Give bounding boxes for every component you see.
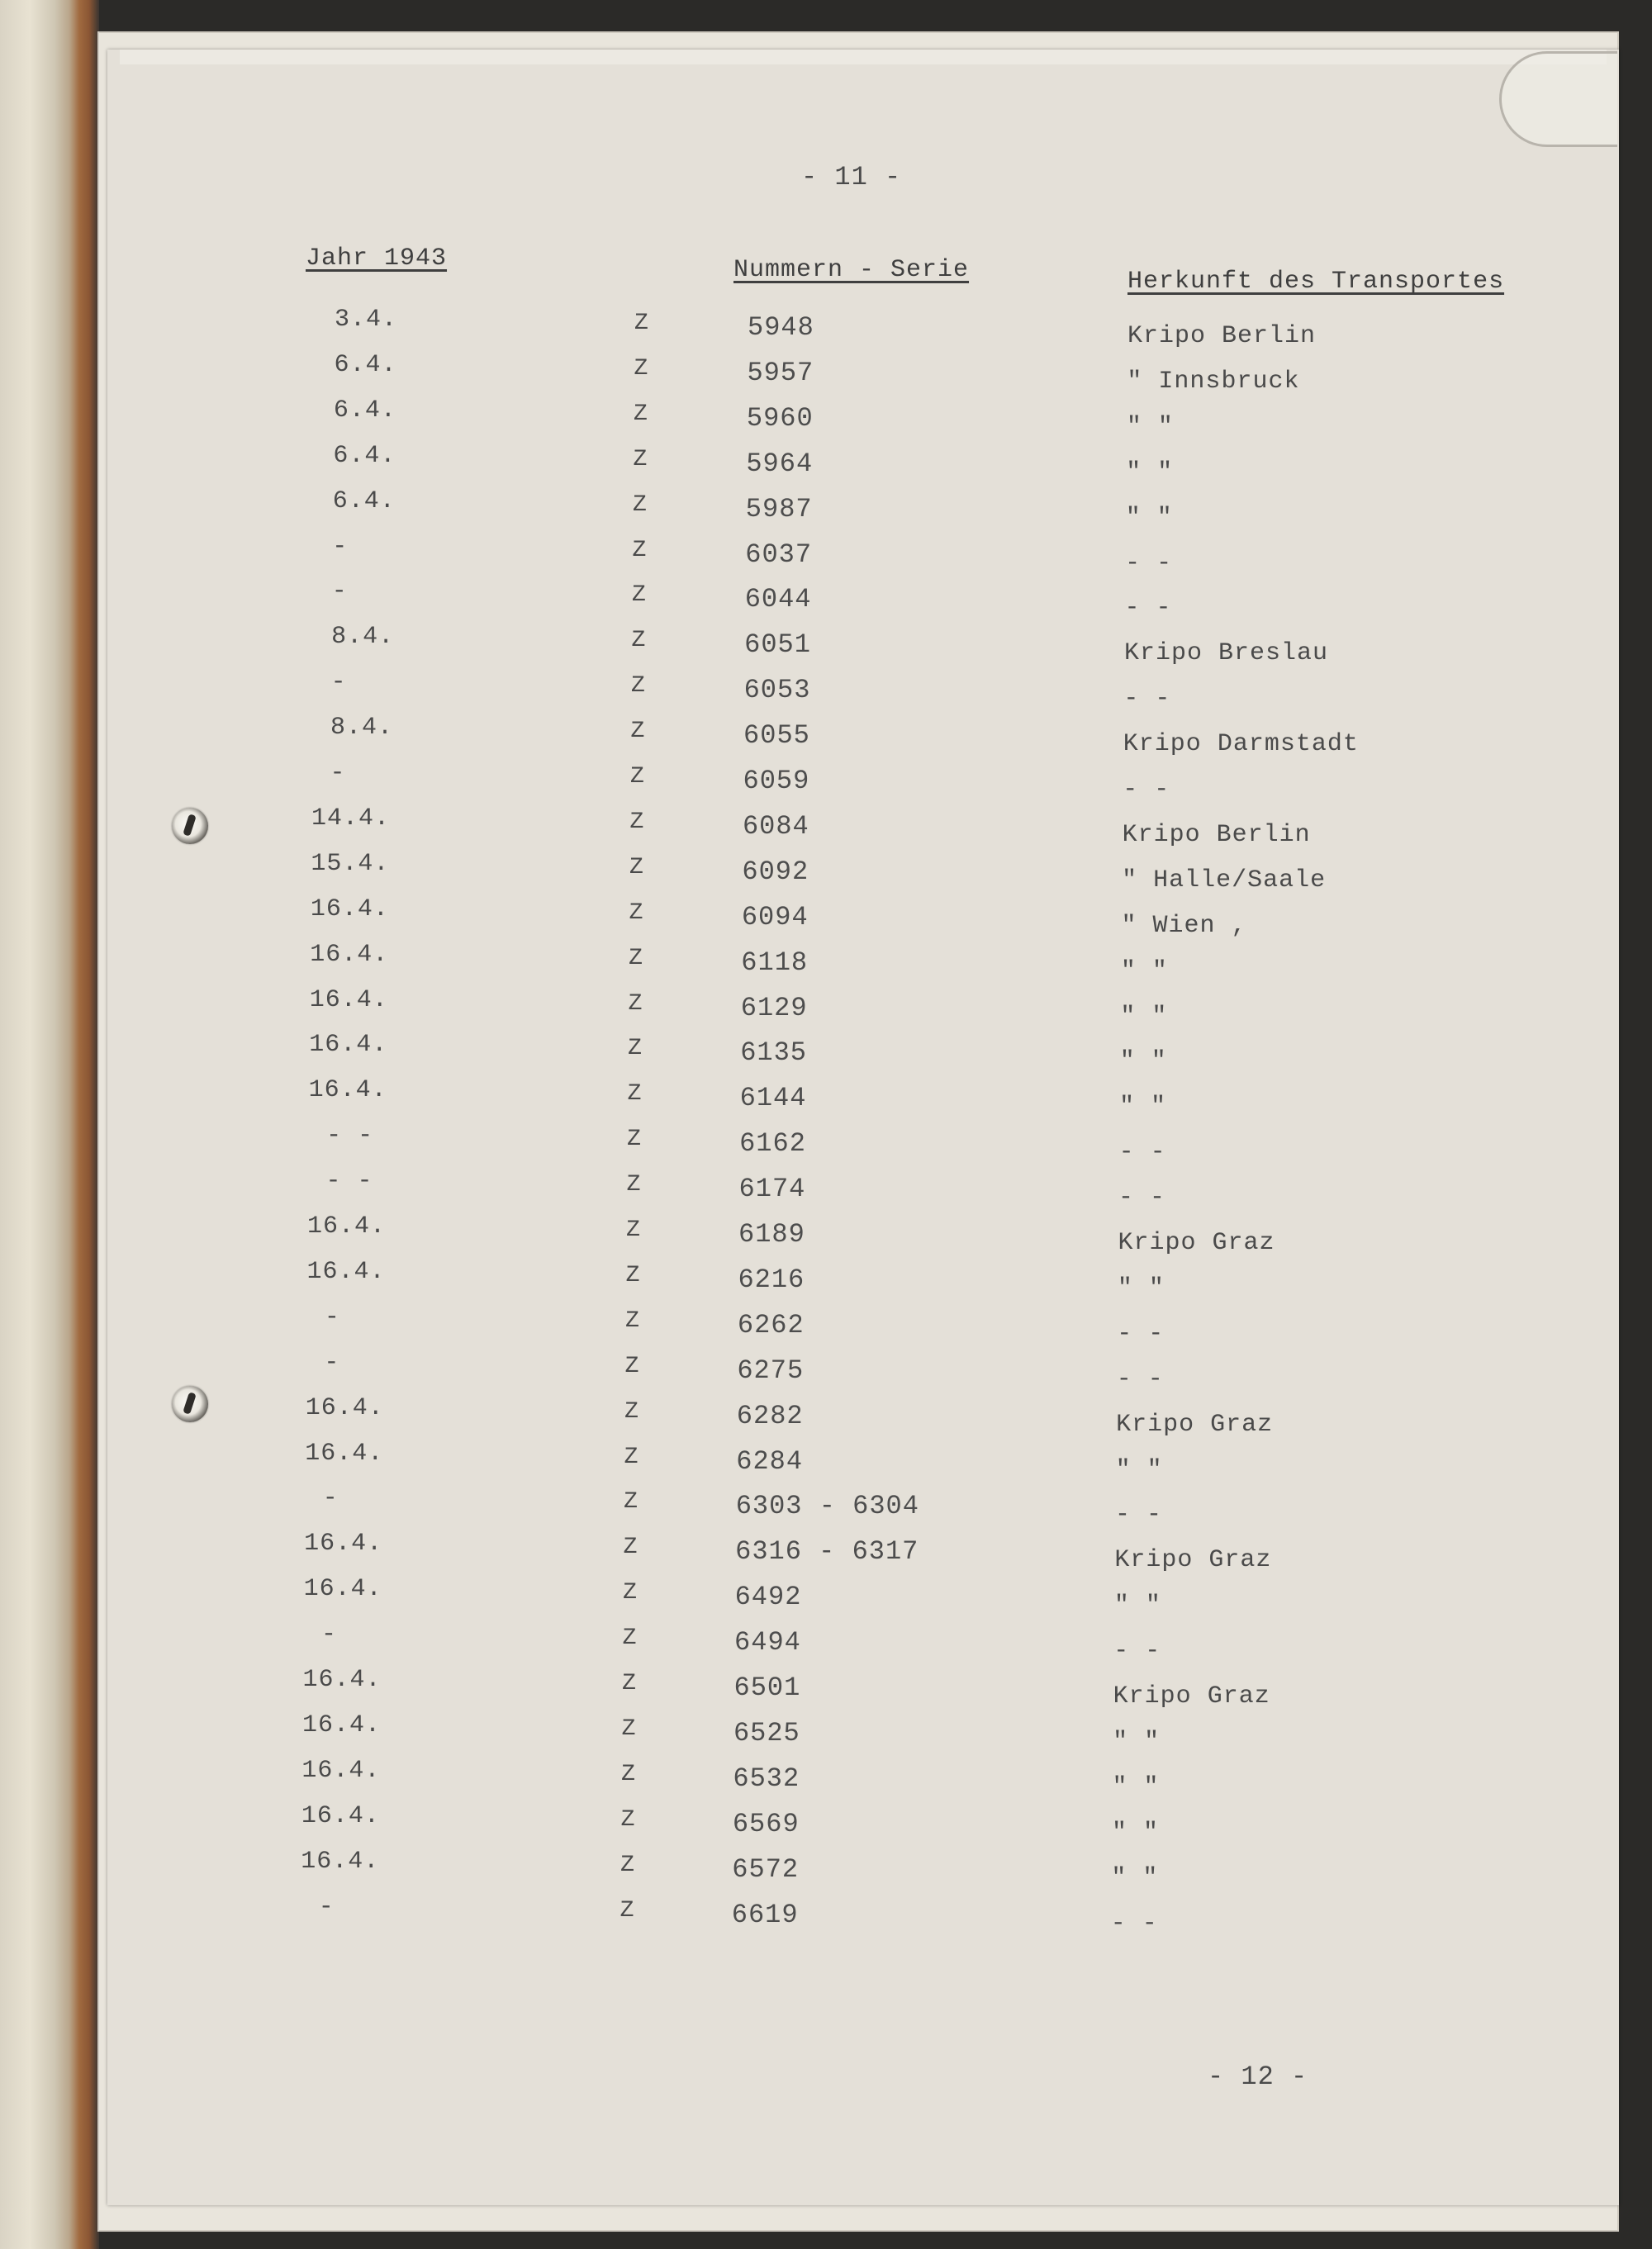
row-date: 6.4. [333,441,396,470]
row-prefix: Z [620,1806,636,1833]
row-prefix: Z [622,1625,638,1652]
row-origin: " " [1119,1047,1167,1076]
header-series: Nummern - Serie [733,256,970,284]
row-date: - [324,1348,340,1377]
row-date: 16.4. [304,1530,383,1559]
row-number: 6092 [742,856,809,887]
row-number: 6053 [743,675,811,706]
row-origin: " " [1125,503,1173,532]
row-prefix: Z [621,1715,637,1742]
row-prefix: Z [632,537,648,563]
row-date: - [321,1620,338,1649]
row-number: 6216 [738,1264,805,1295]
row-number: 6501 [733,1673,801,1703]
row-origin: Kripo Darmstadt [1123,730,1359,759]
footer-page-ref: - 12 - [1208,2062,1308,2092]
row-origin: " " [1112,1772,1160,1801]
row-number: 6129 [740,992,808,1023]
row-prefix: Z [628,1036,643,1062]
row-prefix: Z [628,990,643,1017]
row-origin: - - [1110,1909,1158,1938]
row-origin: " " [1111,1818,1159,1847]
row-number: 5957 [747,357,814,388]
row-date: 16.4. [301,1756,381,1785]
row-number: 6044 [744,584,812,615]
row-date: 16.4. [306,1257,386,1286]
row-origin: " " [1126,458,1174,486]
row-origin: Kripo Berlin [1122,820,1311,849]
row-prefix: Z [630,764,645,790]
row-number: 6572 [732,1853,800,1885]
row-number: 6162 [739,1128,806,1160]
row-date: 16.4. [309,985,388,1014]
row-prefix: Z [634,401,648,427]
row-number: 6303 - 6304 [735,1491,919,1522]
row-number: 6189 [738,1219,805,1250]
row-date: 15.4. [311,849,390,878]
row-number: 6059 [743,766,810,796]
row-date: 16.4. [305,1439,384,1468]
row-prefix: Z [623,1580,638,1606]
row-date: - [322,1484,339,1513]
row-number: 6144 [739,1083,807,1114]
row-date: 16.4. [307,1212,387,1241]
row-date: - - [325,1167,373,1196]
row-origin: " " [1113,1727,1161,1756]
row-date: 8.4. [331,623,395,652]
row-prefix: Z [634,355,649,382]
row-origin: - - [1113,1637,1161,1666]
row-prefix: Z [633,491,648,518]
row-origin: Kripo Graz [1118,1229,1275,1257]
page-number: - 11 - [801,162,902,192]
row-prefix: Z [629,899,644,926]
row-prefix: Z [624,1398,639,1425]
row-number: 6619 [731,1899,799,1930]
row-prefix: Z [632,582,647,609]
row-origin: " " [1119,1093,1167,1122]
row-number: 6282 [736,1400,804,1431]
row-number: 6037 [745,539,813,570]
row-origin: - - [1125,548,1173,577]
row-date: - [330,668,347,697]
paper-top-strip [120,50,1607,64]
row-number: 6174 [738,1174,806,1205]
row-date: 16.4. [301,1847,380,1876]
row-prefix: Z [629,854,644,880]
punch-hole-icon [172,1386,208,1422]
row-origin: - - [1123,685,1171,714]
row-prefix: Z [622,1671,637,1696]
row-date: - [330,759,346,787]
row-prefix: Z [629,809,645,835]
row-origin: Kripo Breslau [1123,639,1328,668]
row-prefix: Z [633,446,648,472]
row-date: - - [326,1122,374,1151]
row-date: 16.4. [308,1076,387,1105]
row-date: 3.4. [335,306,398,334]
row-origin: " " [1120,956,1168,985]
row-prefix: Z [634,311,649,336]
row-origin: - - [1114,1501,1162,1530]
row-prefix: Z [627,1127,642,1153]
row-prefix: Z [624,1444,639,1470]
row-origin: Kripo Berlin [1127,322,1317,350]
row-prefix: Z [624,1353,640,1379]
row-number: 5948 [748,312,814,343]
row-date: 6.4. [334,350,397,379]
row-origin: - - [1118,1138,1166,1167]
row-number: 6094 [741,901,809,932]
row-number: 6135 [740,1037,807,1069]
row-prefix: Z [631,673,646,700]
header-year: Jahr 1943 [306,244,448,273]
row-number: 6055 [743,720,810,752]
row-number: 6532 [733,1763,800,1794]
row-origin: " Wien , [1121,911,1247,940]
row-date: 8.4. [330,714,394,743]
row-origin: - - [1116,1364,1164,1393]
row-number: 6084 [742,810,809,842]
header-origin: Herkunft des Transportes [1127,268,1505,296]
row-origin: Kripo Graz [1113,1682,1270,1710]
row-number: 6525 [733,1717,800,1748]
row-origin: " " [1113,1592,1161,1620]
row-number: 5960 [746,402,814,434]
row-date: 16.4. [310,894,389,923]
row-origin: - - [1123,776,1170,804]
row-origin: " " [1126,412,1174,441]
row-origin: " Innsbruck [1127,367,1300,396]
row-date: 16.4. [302,1666,382,1694]
row-origin: " " [1115,1455,1163,1484]
paper-clip [1499,51,1617,147]
row-prefix: Z [621,1761,636,1787]
row-number: 5987 [745,493,813,524]
row-date: 16.4. [309,1031,388,1060]
row-origin: - - [1118,1184,1166,1212]
row-date: - [331,577,348,606]
row-prefix: Z [620,1852,635,1878]
row-number: 6316 - 6317 [735,1536,919,1568]
row-origin: Kripo Graz [1114,1546,1272,1575]
binder-edge [0,0,99,2249]
row-number: 5964 [746,448,814,479]
row-prefix: Z [625,1307,640,1334]
row-origin: - - [1117,1319,1165,1348]
row-origin: " " [1117,1274,1165,1302]
row-prefix: Z [629,945,643,971]
row-date: 16.4. [305,1393,384,1422]
row-origin: " " [1120,1002,1168,1031]
row-prefix: Z [625,1262,641,1288]
row-number: 6275 [737,1355,805,1386]
row-number: 6494 [734,1627,801,1658]
row-number: 6262 [737,1309,805,1340]
punch-hole-icon [172,808,208,844]
row-origin: - - [1124,594,1172,623]
row-origin: " " [1111,1863,1159,1892]
row-date: 16.4. [301,1710,381,1739]
row-prefix: Z [627,1081,643,1108]
row-prefix: Z [631,628,647,654]
row-date: 16.4. [301,1801,380,1830]
row-date: 16.4. [303,1575,382,1604]
row-number: 6051 [744,629,811,661]
row-number: 6569 [732,1808,800,1839]
row-date: 6.4. [332,486,396,515]
row-date: - [318,1892,335,1921]
row-prefix: Z [626,1172,642,1198]
row-prefix: Z [620,1897,635,1924]
row-date: - [332,532,349,561]
row-origin: " Halle/Saale [1122,866,1327,894]
row-prefix: Z [630,719,646,745]
row-date: 16.4. [310,940,389,969]
row-prefix: Z [626,1217,641,1243]
row-date: - [324,1302,340,1331]
row-prefix: Z [623,1535,638,1561]
row-number: 6492 [734,1582,802,1613]
row-date: 14.4. [311,804,390,833]
row-number: 6284 [736,1445,804,1477]
row-prefix: Z [624,1489,638,1516]
row-origin: Kripo Graz [1116,1410,1274,1439]
row-number: 6118 [741,947,809,978]
row-date: 6.4. [333,396,396,425]
